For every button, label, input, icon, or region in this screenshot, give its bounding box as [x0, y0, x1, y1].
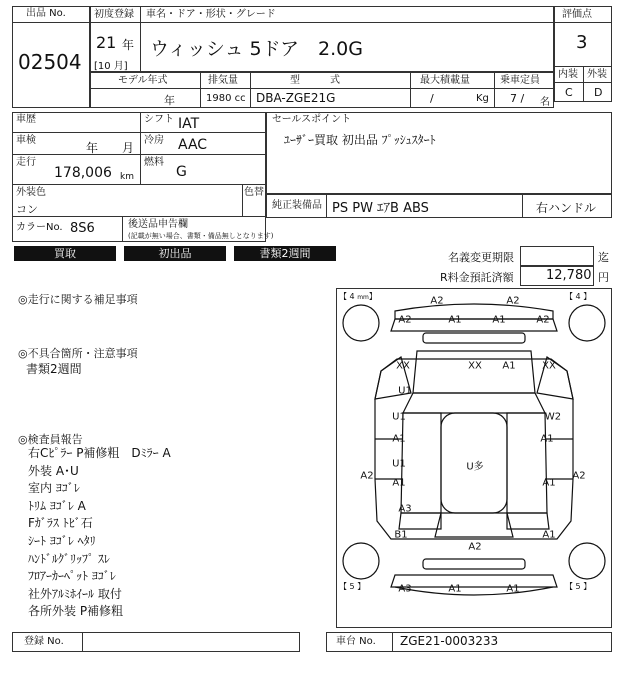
- displacement-value: 1980 cc: [206, 93, 246, 104]
- inspector-report-line: ﾄﾘﾑ ﾖｺﾞﾚ A: [28, 498, 86, 513]
- shift-value: IAT: [178, 116, 200, 132]
- mileage-unit: km: [120, 172, 134, 182]
- capacity-value: 7 /: [510, 92, 525, 105]
- registration-number-label: 登録 No.: [24, 636, 64, 647]
- badge-first-listing: 初出品: [124, 246, 226, 261]
- inspector-report-line: 外装 A･U: [28, 463, 79, 478]
- first-registration-month: [10 月]: [94, 61, 128, 72]
- inspector-report-line: ﾊﾝﾄﾞﾙｸﾞﾘｯﾌﾟ ｽﾚ: [28, 551, 110, 566]
- inspector-report-line: ﾌﾛｱｰｶｰﾍﾟｯﾄ ﾖｺﾞﾚ: [28, 569, 116, 584]
- damage-mark: A2: [536, 314, 550, 326]
- defect-notes-label: ◎不具合箇所・注意事項: [18, 347, 138, 360]
- damage-mark: XX: [542, 360, 556, 372]
- exterior-label: 外装: [587, 69, 607, 80]
- damage-mark: A1: [540, 433, 554, 445]
- history-label: 車歴: [16, 114, 36, 125]
- lot-number-label: 出品 No.: [26, 8, 66, 19]
- damage-mark: U1: [392, 411, 406, 423]
- first-registration-year: 21: [96, 33, 117, 52]
- damage-mark: A3: [398, 583, 412, 595]
- damage-mark: A2: [430, 295, 444, 307]
- score-label: 評価点: [562, 9, 592, 20]
- damage-mark: XX: [468, 360, 482, 372]
- color-number-label: カラーNo.: [16, 222, 63, 233]
- damage-mark: A1: [502, 360, 516, 372]
- chassis-number-label: 車台 No.: [336, 636, 376, 647]
- score-value: 3: [576, 32, 588, 53]
- inspector-report-label: ◎検査員報告: [18, 433, 83, 446]
- max-load-value: /: [430, 92, 434, 105]
- damage-mark: A1: [448, 583, 462, 595]
- model-year-label: モデル年式: [118, 75, 168, 86]
- inspector-report-line: 社外ｱﾙﾐﾎｲｰﾙ 取付: [28, 586, 122, 601]
- badge-documents: 書類2週間: [234, 246, 336, 261]
- exterior-score: D: [594, 86, 603, 99]
- name-change-box: [520, 246, 594, 266]
- inspection-label: 車検: [16, 135, 36, 146]
- damage-mark: XX: [396, 360, 410, 372]
- car-name-label: 車名・ドア・形状・グレード: [146, 9, 276, 20]
- inspector-report-line: Fｶﾞﾗｽ ﾄﾋﾞ石: [28, 516, 93, 531]
- fuel-value: G: [176, 164, 187, 180]
- damage-mark: A1: [542, 477, 556, 489]
- color-change-label: 色替: [244, 187, 264, 198]
- model-year-value: 年: [164, 94, 175, 107]
- first-registration-label: 初度登録: [94, 9, 134, 20]
- recycle-unit: 円: [598, 271, 609, 284]
- damage-mark: A2: [398, 314, 412, 326]
- inspector-report-line: 右Cﾋﾟﾗｰ P補修粗 Dﾐﾗｰ A: [28, 446, 171, 460]
- inspector-report-line: 室内 ﾖｺﾞﾚ: [28, 481, 80, 496]
- type-label: 型 式: [290, 75, 340, 86]
- ac-label: 冷房: [144, 135, 164, 146]
- car-name: ウィッシュ 5ドア 2.0G: [150, 38, 363, 60]
- interior-label: 内装: [558, 69, 578, 80]
- damage-mark: A2: [506, 295, 520, 307]
- damage-diagram: [336, 288, 612, 628]
- documents-label: 後送品申告欄: [128, 219, 188, 230]
- exterior-color-value: コン: [16, 203, 38, 216]
- type-value: DBA-ZGE21G: [256, 91, 336, 105]
- fuel-label: 燃料: [144, 157, 164, 168]
- damage-mark: A1: [448, 314, 462, 326]
- damage-mark: A1: [392, 433, 406, 445]
- inspector-report-line: 各所外装 P補修粗: [28, 604, 124, 619]
- damage-mark: W2: [544, 411, 562, 423]
- year-unit: 年: [122, 38, 135, 52]
- max-load-label: 最大積載量: [420, 75, 470, 86]
- damage-mark: U1: [398, 385, 412, 397]
- tire-rear-right-tread: 【 5 】: [565, 582, 592, 591]
- shift-label: シフト: [144, 114, 174, 125]
- name-change-unit: 迄: [598, 251, 609, 264]
- handle-value: 右ハンドル: [536, 201, 597, 215]
- equipment-value: PS PW ｴｱB ABS: [332, 201, 429, 216]
- sales-point-value: ﾕｰｻﾞｰ買取 初出品 ﾌﾟｯｼｭｽﾀｰﾄ: [284, 133, 436, 147]
- mileage-label: 走行: [16, 157, 36, 168]
- inspection-value: 年 月: [86, 141, 135, 155]
- damage-mark: A1: [392, 477, 406, 489]
- car-outline: [337, 289, 611, 627]
- exterior-color-label: 外装色: [16, 187, 46, 198]
- defect-notes-value: 書類2週間: [26, 362, 82, 376]
- damage-mark: A2: [360, 470, 374, 482]
- documents-note: (記載が無い場合、書類・備品無しとなります): [128, 232, 274, 240]
- badge-buyback: 買取: [14, 246, 116, 261]
- damage-mark: A1: [492, 314, 506, 326]
- driving-notes-label: ◎走行に関する補足事項: [18, 293, 138, 306]
- equipment-label: 純正装備品: [272, 200, 322, 211]
- damage-mark: A1: [506, 583, 520, 595]
- lot-number-value: 02504: [18, 50, 82, 74]
- color-number-value: 8S6: [70, 221, 95, 236]
- capacity-label: 乗車定員: [500, 75, 540, 86]
- displacement-label: 排気量: [208, 75, 238, 86]
- max-load-unit: Kg: [476, 93, 489, 104]
- chassis-number-value: ZGE21-0003233: [400, 634, 499, 648]
- interior-score: C: [565, 86, 573, 99]
- ac-value: AAC: [178, 137, 208, 153]
- name-change-label: 名義変更期限: [448, 251, 514, 264]
- mileage-value: 178,006: [54, 165, 112, 181]
- recycle-value: 12,780: [546, 268, 592, 283]
- damage-mark: U1: [392, 458, 406, 470]
- damage-mark: A3: [398, 503, 412, 515]
- damage-mark: B1: [394, 529, 408, 541]
- capacity-unit: 名: [540, 97, 550, 108]
- inspector-report-line: ｼｰﾄ ﾖｺﾞﾚ ﾍﾀﾘ: [28, 534, 96, 548]
- tire-rear-left-tread: 【 5 】: [339, 582, 366, 591]
- damage-mark: A2: [572, 470, 586, 482]
- damage-mark: A2: [468, 541, 482, 553]
- tire-front-right-tread: 【 4 】: [565, 292, 592, 301]
- damage-mark: A1: [542, 529, 556, 541]
- damage-mark: U多: [466, 461, 484, 473]
- tire-front-left-tread: 【 4 mm】: [339, 292, 377, 301]
- sales-point-label: セールスポイント: [272, 114, 352, 125]
- recycle-label: R料金預託済額: [440, 271, 514, 284]
